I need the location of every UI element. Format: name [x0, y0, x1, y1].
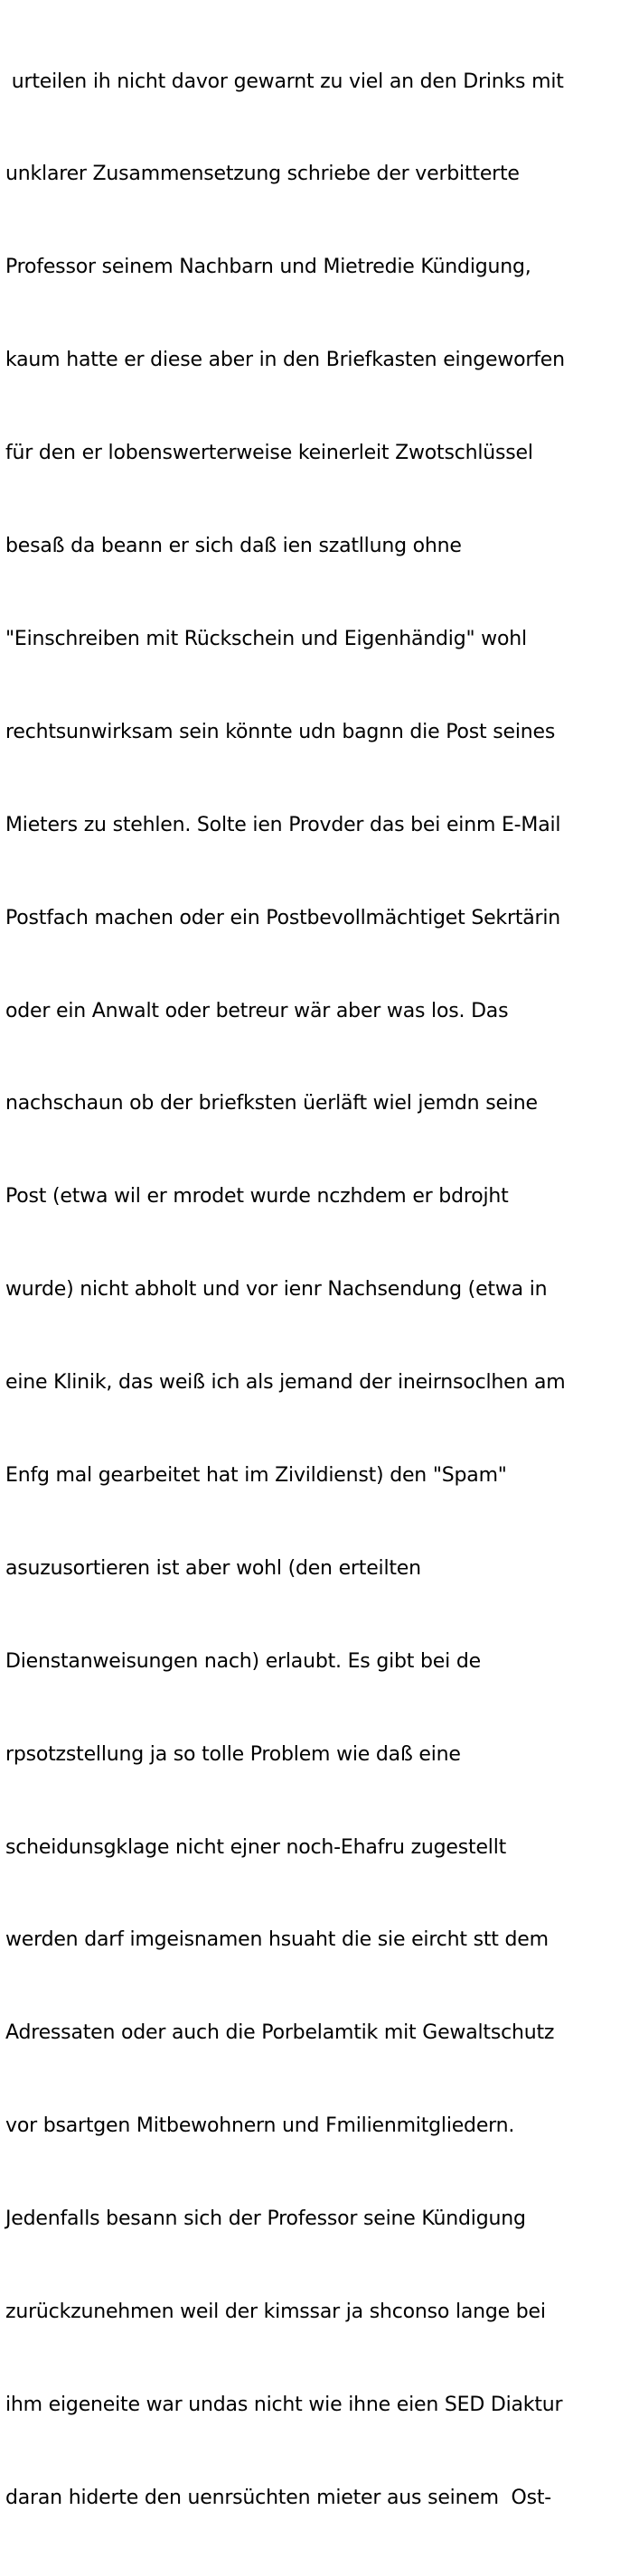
text-line: Postfach machen oder ein Postbevollmächtiget Sekrtärin: [5, 906, 561, 929]
text-line: daran hiderte den uenrsüchten mieter aus seinem Ost-: [5, 2486, 552, 2509]
text-line: unklarer Zusammensetzung schriebe der verbitterte: [5, 163, 520, 186]
text-line: Professor seinem Nachbarn und Mietredie Kündigung,: [5, 256, 531, 279]
text-line: Dienstanweisungen nach) erlaubt. Es gibt bei de: [5, 1649, 481, 1673]
text-line: Mieters zu stehlen. Solte ien Provder das bei einm E-Mail: [5, 813, 561, 836]
text-line: Post (etwa wil er mrodet wurde nczhdem er bdrojht: [5, 1185, 509, 1209]
text-line: scheidunsgklage nicht ejner noch-Ehafru zugestellt: [5, 1835, 507, 1859]
text-line: oder ein Anwalt oder betreur wär aber was los. Das: [5, 999, 509, 1022]
text-line: ihm eigeneite war undas nicht wie ihne eien SED Diaktur: [5, 2393, 563, 2416]
text-line: rpsotzstellung ja so tolle Problem wie daß eine: [5, 1742, 461, 1766]
text-line: kaum hatte er diese aber in den Briefkasten eingeworfen: [5, 349, 565, 372]
text-line: Enfg mal gearbeitet hat im Zivildienst) den "Spam": [5, 1463, 507, 1487]
text-line: rechtsunwirksam sein könnte udn bagnn die Post seines: [5, 720, 556, 743]
text-line: urteilen ih nicht davor gewarnt zu viel an den Drinks mit: [5, 70, 564, 93]
text-line: Jedenfalls besann sich der Professor seine Kündigung: [5, 2207, 526, 2231]
text-line: asuzusortieren ist aber wohl (den erteilten: [5, 1556, 421, 1580]
text-line: zurückzunehmen weil der kimssar ja shconso lange bei: [5, 2300, 546, 2323]
text-line: "Einschreiben mit Rückschein und Eigenhändig" wohl: [5, 627, 527, 650]
document-body-text: [5, 5, 620, 2576]
text-line: wurde) nicht abholt und vor ienr Nachsendung (etwa in: [5, 1278, 548, 1302]
text-line: für den er lobenswerterweise keinerleit Zwotschlüssel: [5, 442, 533, 465]
text-line: vor bsartgen Mitbewohnern und Fmilienmitgliedern.: [5, 2114, 515, 2138]
text-line: nachschaun ob der briefksten üerläft wiel jemdn seine: [5, 1092, 538, 1115]
text-line: Adressaten oder auch die Porbelamtik mit Gewaltschutz: [5, 2021, 555, 2045]
text-line: eine Klinik, das weiß ich als jemand der ineirnsoclhen am: [5, 1371, 566, 1395]
text-line: werden darf imgeisnamen hsuaht die sie eircht stt dem: [5, 1928, 549, 1952]
text-line: besaß da beann er sich daß ien szatllung ohne: [5, 535, 462, 558]
